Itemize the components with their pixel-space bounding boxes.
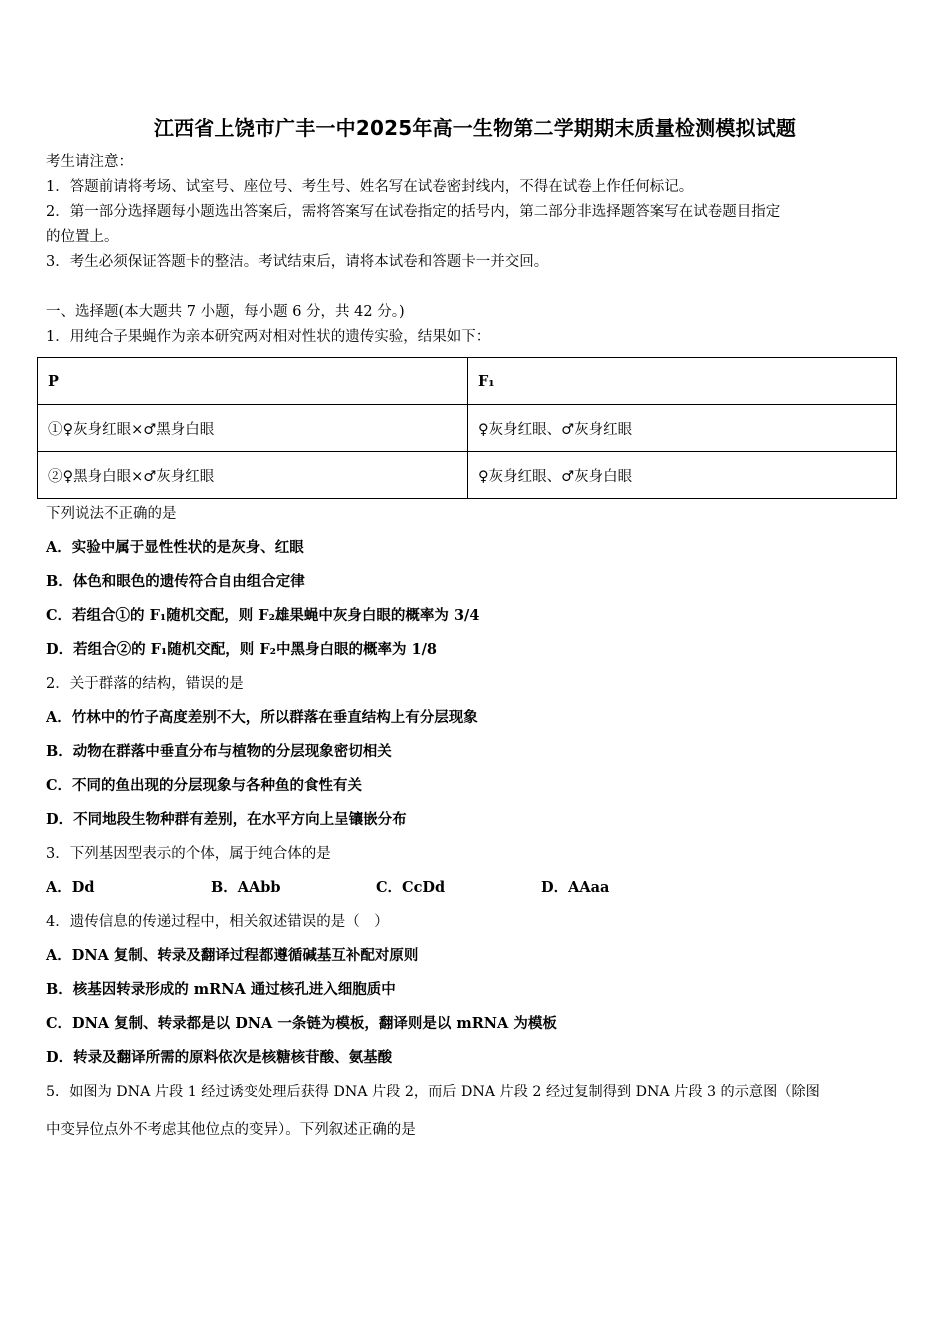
table-cell: ①♀灰身红眼×♂黑身白眼 — [38, 405, 468, 452]
q2-option-b: B．动物在群落中垂直分布与植物的分层现象密切相关 — [46, 743, 392, 760]
table-row — [38, 405, 897, 452]
q3-options — [46, 879, 706, 897]
q1-option-a: A．实验中属于显性性状的是灰身、红眼 — [46, 539, 304, 556]
table-cell: ②♀黑身白眼×♂灰身红眼 — [38, 452, 468, 499]
q4-option-a: A．DNA 复制、转录及翻译过程都遵循碱基互补配对原则 — [46, 947, 419, 964]
table-header-f1: F₁ — [468, 358, 897, 405]
q4-option-b: B．核基因转录形成的 mRNA 通过核孔进入细胞质中 — [46, 981, 396, 998]
q2-option-d: D．不同地段生物种群有差别，在水平方向上呈镶嵌分布 — [46, 811, 407, 828]
table-row — [38, 452, 897, 499]
q1-option-d: D．若组合②的 F₁随机交配，则 F₂中黑身白眼的概率为 1/8 — [46, 641, 437, 658]
notice-heading: 考生请注意： — [46, 154, 133, 170]
q1-stem: 1．用纯合子果蝇作为亲本研究两对相对性状的遗传实验，结果如下： — [46, 329, 491, 345]
page-title: 江西省上饶市广丰一中2025年高一生物第二学期期末质量检测模拟试题 — [153, 116, 797, 140]
q1-option-b: B．体色和眼色的遗传符合自由组合定律 — [46, 573, 305, 590]
q3-option-c: C．CcDd — [376, 879, 446, 896]
q3-option-a: A．Dd — [46, 879, 95, 896]
q2-option-a: A．竹林中的竹子高度差别不大，所以群落在垂直结构上有分层现象 — [46, 709, 478, 726]
q1-question: 下列说法不正确的是 — [46, 506, 177, 522]
q3-option-d: D．AAaa — [541, 879, 610, 896]
q4-option-d: D．转录及翻译所需的原料依次是核糖核苷酸、氨基酸 — [46, 1049, 393, 1066]
q2-stem: 2．关于群落的结构，错误的是 — [46, 676, 244, 692]
q2-option-c: C．不同的鱼出现的分层现象与各种鱼的食性有关 — [46, 777, 363, 794]
q5-stem-line2: 中变异位点外不考虑其他位点的变异）。下列叙述正确的是 — [46, 1122, 416, 1138]
q1-table — [37, 357, 897, 499]
q5-stem-line1: 5．如图为 DNA 片段 1 经过诱变处理后获得 DNA 片段 2，而后 DNA 片段 2 经过复制得到 DNA 片段 3 的示意图（除图 — [46, 1084, 820, 1100]
table-row — [38, 358, 897, 405]
table-header-p: P — [38, 358, 468, 405]
notice-item-3: 3．考生必须保证答题卡的整洁。考试结束后，请将本试卷和答题卡一并交回。 — [46, 254, 549, 270]
q3-option-b: B．AAbb — [211, 879, 281, 896]
table-cell: ♀灰身红眼、♂灰身白眼 — [468, 452, 897, 499]
notice-item-2: 2．第一部分选择题每小题选出答案后，需将答案写在试卷指定的括号内，第二部分非选择题答案写在试卷题目指定 — [46, 204, 781, 220]
section-heading: 一、选择题(本大题共 7 小题，每小题 6 分，共 42 分。) — [46, 304, 405, 320]
q4-option-c: C．DNA 复制、转录都是以 DNA 一条链为模板，翻译则是以 mRNA 为模板 — [46, 1015, 557, 1032]
q1-option-c: C．若组合①的 F₁随机交配，则 F₂雄果蝇中灰身白眼的概率为 3/4 — [46, 607, 480, 624]
notice-item-2-cont: 的位置上。 — [46, 229, 119, 245]
q4-stem: 4．遗传信息的传递过程中，相关叙述错误的是（ ） — [46, 914, 389, 930]
table-cell: ♀灰身红眼、♂灰身红眼 — [468, 405, 897, 452]
q3-stem: 3．下列基因型表示的个体，属于纯合体的是 — [46, 846, 331, 862]
notice-item-1: 1．答题前请将考场、试室号、座位号、考生号、姓名写在试卷密封线内，不得在试卷上作任何标记。 — [46, 179, 694, 195]
